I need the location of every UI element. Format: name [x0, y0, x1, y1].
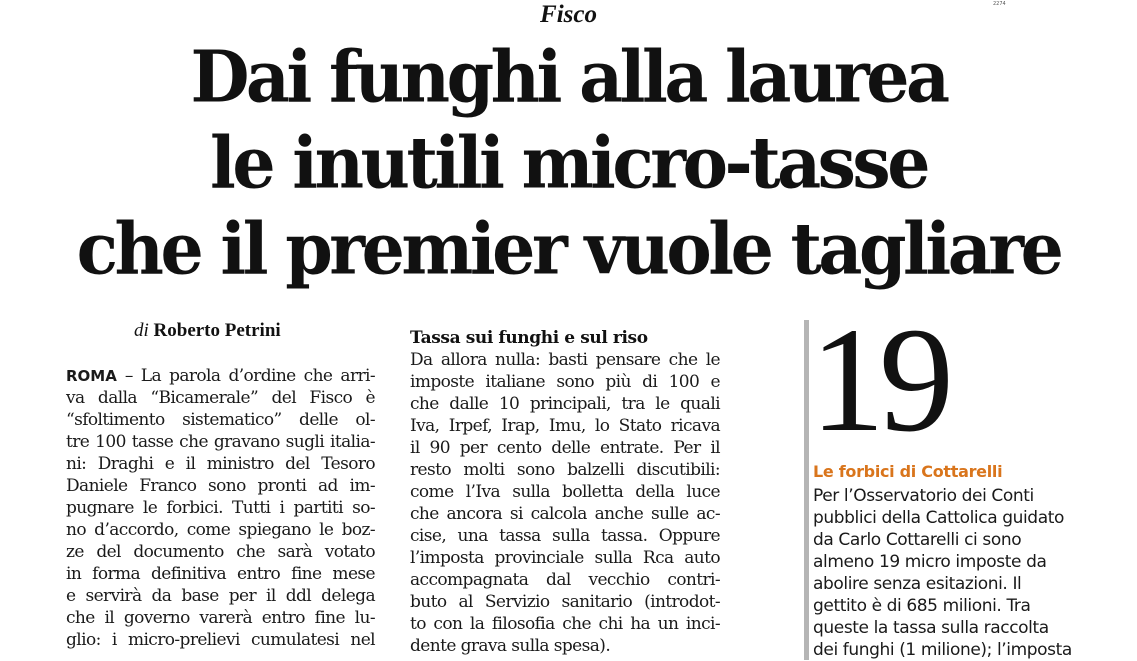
text-line: che il governo varerà entro fine lu- — [66, 608, 375, 628]
text-line: resto molti sono balzelli discutibili: — [410, 460, 720, 480]
text-line: tre 100 tasse che gravano sugli italia- — [66, 432, 375, 452]
byline — [134, 318, 281, 344]
text-line: pugnare le forbici. Tutti i partiti so- — [66, 498, 375, 518]
text-line: “sfoltimento sistematico” delle ol- — [66, 410, 375, 430]
text-line: imposte italiane sono più di 100 e — [410, 372, 720, 392]
text-line: to con la filosofia che chi ha un inci- — [410, 614, 720, 634]
text-line: e servirà da base per il ddl delega — [66, 586, 375, 606]
text-line: Daniele Franco sono pronti ad im- — [66, 476, 375, 496]
article-column-2 — [410, 327, 720, 657]
text-line: gettito è di 685 milioni. Tra — [813, 596, 1031, 616]
text-line: cise, una tassa sulla tassa. Oppure — [410, 526, 720, 546]
sidebar-title: Le forbici di Cottarelli — [813, 462, 1003, 481]
sidebar-text — [813, 485, 1113, 661]
page-mark: 2274 — [993, 1, 1006, 7]
text-line: dente grava sulla spesa). — [410, 636, 611, 656]
byline-author: Roberto Petrini — [153, 320, 281, 341]
byline-prefix: di — [134, 320, 149, 341]
text-line: pubblici della Cattolica guidato — [813, 508, 1064, 528]
section-label: Fisco — [540, 1, 597, 28]
text-line-fragment: – La parola d’ordine che arri- — [116, 366, 375, 386]
headline-line-2: le inutili micro-tasse — [210, 121, 927, 206]
text-line: Per l’Osservatorio dei Conti — [813, 486, 1034, 506]
text-line: va dalla “Bicamerale” del Fisco è — [66, 388, 375, 408]
text-line: almeno 19 micro imposte da — [813, 552, 1047, 572]
text-line: dei funghi (1 milione); l’imposta — [813, 640, 1072, 660]
text-line: ze del documento che sarà votato — [66, 542, 375, 562]
sidebar-divider — [804, 320, 809, 660]
text-line: il 90 per cento delle entrate. Per il — [410, 438, 720, 458]
headline-line-1: Dai funghi alla laurea — [190, 35, 947, 120]
text-line: ni: Draghi e il ministro del Tesoro — [66, 454, 375, 474]
text-line: no d’accordo, come spiegano le boz- — [66, 520, 375, 540]
text-line: da Carlo Cottarelli ci sono — [813, 530, 1022, 550]
text-line: Da allora nulla: basti pensare che le — [410, 350, 720, 370]
text-line: abolire senza esitazioni. Il — [813, 574, 1022, 594]
text-line — [66, 365, 375, 387]
text-line: l’imposta provinciale sulla Rca auto — [410, 548, 720, 568]
headline-line-3: che il premier vuole tagliare — [76, 207, 1061, 292]
text-line: queste la tassa sulla raccolta — [813, 618, 1049, 638]
text-line: glio: i micro-prelievi cumulatesi nel — [66, 630, 375, 650]
dateline: ROMA — [66, 367, 117, 385]
text-line: Iva, Irpef, Irap, Imu, lo Stato ricava — [410, 416, 720, 436]
text-line: che dalle 10 principali, tra le quali — [410, 394, 720, 414]
text-line: in forma definitiva entro fine mese — [66, 564, 375, 584]
sidebar-big-number: 19 — [810, 297, 948, 463]
text-line: che ancora si calcola anche sulle ac- — [410, 504, 720, 524]
subheading: Tassa sui funghi e sul riso — [410, 328, 648, 348]
article-column-1 — [66, 365, 375, 651]
text-line: come l’Iva sulla bolletta della luce — [410, 482, 720, 502]
text-line: accompagnata dal vecchio contri- — [410, 570, 720, 590]
text-line: buto al Servizio sanitario (introdot- — [410, 592, 720, 612]
